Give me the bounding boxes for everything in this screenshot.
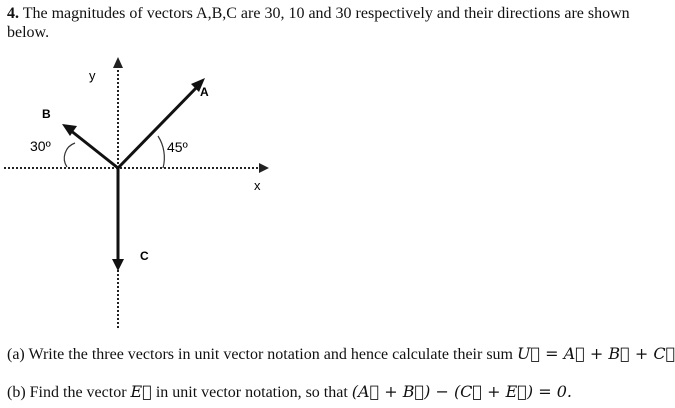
part-b [7, 382, 572, 402]
question-statement: The magnitudes of vectors A,B,C are 30, 10 and 30 respectively and their directions are shown below. [7, 5, 630, 41]
part-b-equation: (A⃗ + B⃗) − (C⃗ + E⃗) = 0. [351, 382, 572, 401]
angle-arc-a [158, 136, 164, 168]
part-b-vector: E⃗ [130, 382, 152, 401]
angle-a-label: 45º [167, 139, 188, 155]
vector-b [70, 130, 118, 168]
vector-a [118, 86, 198, 168]
vector-c-arrowhead [112, 259, 124, 271]
part-a-equation: U⃗ = A⃗ + B⃗ + C⃗ [516, 344, 675, 363]
x-axis-label: x [254, 178, 261, 193]
part-a [7, 344, 675, 364]
vector-b-label: B [42, 107, 51, 121]
part-b-label: (b) [7, 384, 26, 401]
angle-b-label: 30º [30, 138, 51, 154]
question-number: 4. [7, 5, 19, 22]
y-axis-arrowhead [113, 57, 123, 68]
angle-arc-b [64, 143, 75, 167]
y-axis-label: y [89, 68, 96, 83]
part-b-text-after: in unit vector notation, so that [155, 384, 348, 401]
vector-a-label: A [200, 85, 209, 99]
part-a-label: (a) [7, 346, 25, 363]
x-axis-arrowhead [259, 163, 269, 173]
part-a-text: Write the three vectors in unit vector notation and hence calculate their sum [28, 346, 513, 363]
vector-c-label: C [140, 249, 149, 263]
part-b-text-before: Find the vector [29, 384, 127, 401]
